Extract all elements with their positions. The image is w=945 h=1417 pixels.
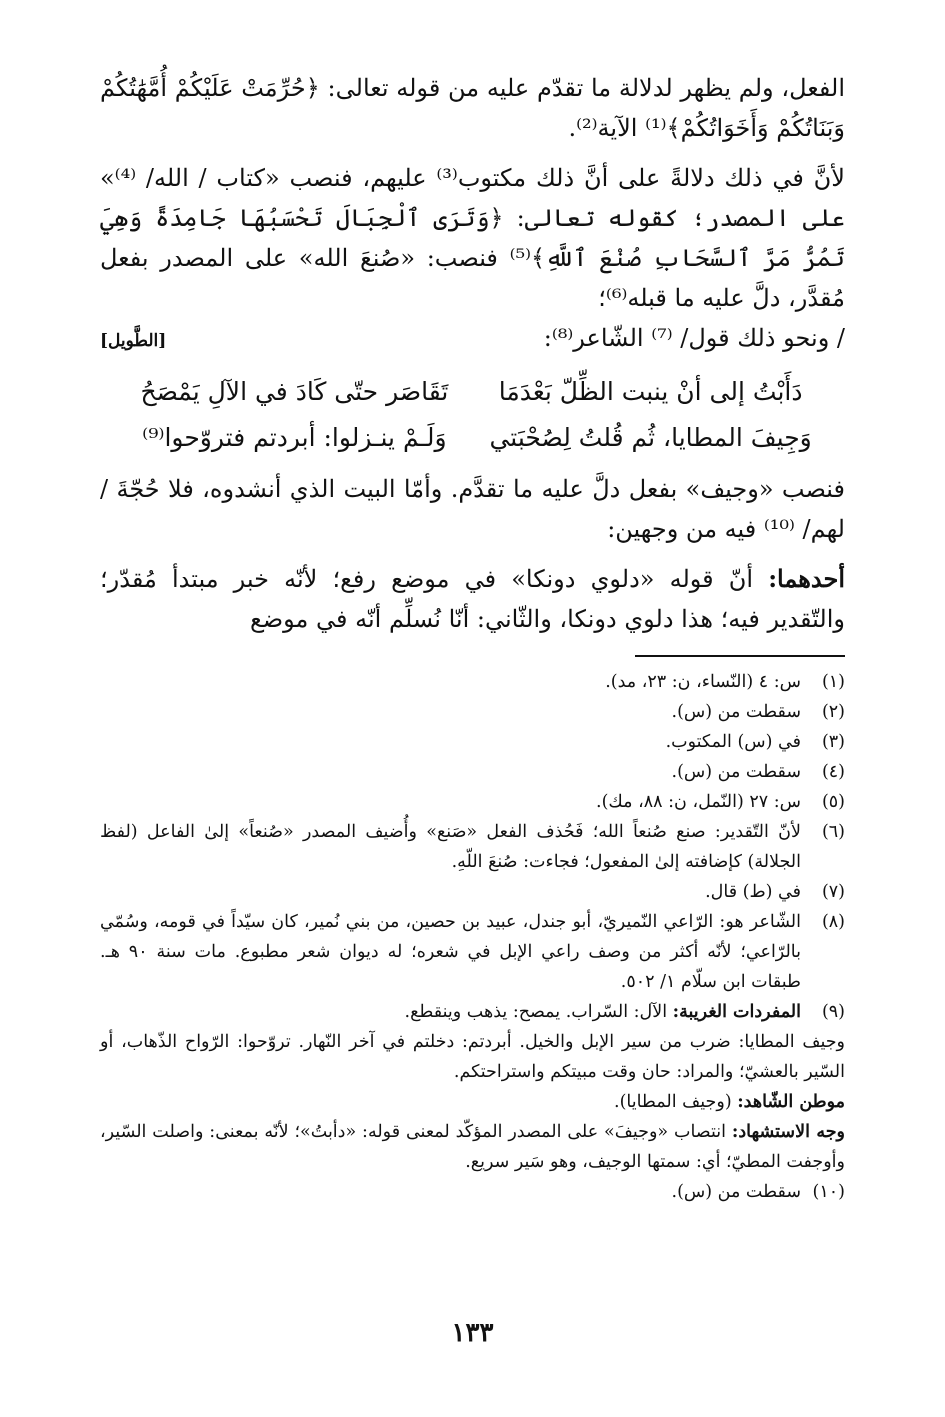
footnote-9-argument-label: وجه الاستشهاد: (731, 1122, 846, 1142)
footnote-text: لأنّ التّقدير: صنع صُنعاً الله؛ فَحُذف الفعل «صَنع» وأُضيف المصدر «صُنعاً» إلىٰ الفاعل (لفظ الجلالة) كإضافته إلىٰ المفعول؛ فجاءت: صُنعَ اللّهِ. (100, 822, 801, 872)
footnote-9-witness (100, 1087, 845, 1117)
footnote-number: (٣) (821, 732, 845, 752)
footnote-number: (٢) (821, 702, 845, 722)
footnote-text: سقطت من (س). (671, 1182, 801, 1202)
footnote-number: (١٠) (812, 1182, 845, 1202)
footnote-number: (٧) (821, 882, 845, 902)
footnote-9-glossary: وجيف المطايا: ضرب من سير الإبل والخيل. أبردتم: دخلتم في آخر النّهار. تروّحوا: الرّواح الذّهاب، أو السّير بالعشيّ؛ والمراد: حان وقت مبيتكم واستراحتكم. (100, 1032, 845, 1082)
footnote-text: الشّاعر هو: الرّاعي النّميريّ، أبو جندل، عبيد بن حصين، من بني نُمير، كان سيّداً في قومه، وسُمّي بالرّاعي؛ لأنّه أكثر من وصف راعي الإبل في شعره؛ له ديوان شعر مطبوع. مات سنة ٩٠ هـ. طبقات ابن سلّام ١/ ٥٠٢. (100, 912, 801, 992)
footnote-text: في (ط) قال. (705, 882, 801, 902)
footnote-9-label: المفردات الغريبة: (672, 1002, 801, 1022)
footnote-4 (100, 757, 845, 787)
footnote-number: (٥) (821, 792, 845, 812)
footnote-number: (٦) (821, 822, 845, 842)
footnote-9-argument (100, 1117, 845, 1177)
footnote-number: (٩) (821, 1002, 845, 1022)
verse-2-second-hemistich: وَلَـمْ ينـزلوا: أبردتم فتروّحوا⁽⁹⁾ (142, 423, 447, 452)
paragraph-1: الفعل، ولم يظهر لدلالة ما تقدّم عليه من قوله تعالى: ﴿حُرِّمَتْ عَلَيْكُمْ أُمَّهَٰتُكُمْ وَبَنَاتُكُمْ وَأَخَوَاتُكُمْ﴾⁽¹⁾ الآية⁽²⁾. (100, 74, 845, 142)
paragraph-3: / ونحو ذلك قول/ ⁽⁷⁾ الشّاعر⁽⁸⁾: (543, 324, 845, 352)
footnote-9-text: الآل: السّراب. يمصح: يذهب وينقطع. (404, 1002, 673, 1022)
poet-intro-row (100, 318, 845, 361)
footnote-text: سقطت من (س). (671, 702, 801, 722)
footnote-text: س: ٢٧ (النّمل، ن: ٨٨، مك). (596, 792, 801, 812)
footnote-number: (١) (821, 672, 845, 692)
page-number: ١٣٣ (451, 1318, 494, 1348)
footnote-9 (100, 997, 845, 1027)
footnote-text: في (س) المكتوب. (665, 732, 801, 752)
footnote-number: (٤) (821, 762, 845, 782)
paragraph-4: فنصب «وجيف» بفعل دلَّ عليه ما تقدَّم. وأمّا البيت الذي أنشدوه، فلا حُجّةَ /لهم/ ⁽¹⁰⁾ فيه من وجهين: (100, 475, 845, 543)
footnote-9-argument-text: انتصاب «وجيفَ» على المصدر المؤكّد لمعنى قوله: «دأبتُ»؛ لأنّه بمعنى: واصلت السّير، وأوجفت المطيّ؛ أي: سمتها الوجيف، وهو سَير سريع. (100, 1122, 845, 1172)
verse-1-first-hemistich: دَأَبْتُ إلى أنْ ينبت الظِّلّ بَعْدَمَا (498, 377, 803, 406)
footnote-3 (100, 727, 845, 757)
footnote-8 (100, 907, 845, 997)
footnote-text: سقطت من (س). (671, 762, 801, 782)
footnote-separator (635, 655, 845, 657)
paragraph-5-text: أنّ قوله «دلوي دونكا» في موضع رفع؛ لأنّه خبر مبتدأ مُقدّر؛ والتّقدير فيه؛ هذا دلوي دونكا، والثّاني: أنّا نُسلِّم أنّه في موضع (100, 565, 845, 633)
footnote-2 (100, 697, 845, 727)
footnote-9-witness-label: موطن الشّاهد: (737, 1092, 845, 1112)
footnotes (100, 667, 845, 1207)
main-text (100, 68, 845, 639)
footnote-7 (100, 877, 845, 907)
verse-1-second-hemistich: تَقَاصَر حتّى كَادَ في الآلِ يَمْصَحُ (140, 377, 449, 406)
footnote-5 (100, 787, 845, 817)
verse-2-first-hemistich: وَجِيفَ المطايا، ثُم قُلتُ لِصُحْبَتي (489, 423, 812, 452)
verse-2 (100, 415, 845, 461)
paragraph-5-lead: أحدهما: (768, 564, 845, 593)
page-body (100, 68, 845, 1207)
paragraph-5 (100, 559, 845, 639)
footnote-6 (100, 817, 845, 877)
footnote-number: (٨) (821, 912, 845, 932)
footnote-10 (100, 1177, 845, 1207)
footnote-text (100, 997, 801, 1027)
footnote-9-witness-text: (وجيف المطايا). (614, 1092, 738, 1112)
verse-1 (100, 369, 845, 415)
footnote-text: س: ٤ (النّساء، ن: ٢٣، مد). (605, 672, 801, 692)
meter-label: [الطَّويل] (100, 331, 167, 351)
footnote-1 (100, 667, 845, 697)
paragraph-2: لأنَّ في ذلك دلالةً على أنَّ ذلك مكتوب⁽³⁾ عليهم، فنصب «كتاب / الله/ ⁽⁴⁾» على المصدر؛ كقوله تعالى: ﴿وَتَرَى ٱلْجِبَالَ تَحْسَبُهَا جَامِدَةً وَهِيَ تَمُرُّ مَرَّ ٱلسَّحَابِ صُنْعَ ٱللَّهِ﴾⁽⁵⁾ فنصب: «صُنعَ الله» على المصدر بفعل مُقدَّر، دلَّ عليه ما قبله⁽⁶⁾؛ (100, 164, 845, 312)
